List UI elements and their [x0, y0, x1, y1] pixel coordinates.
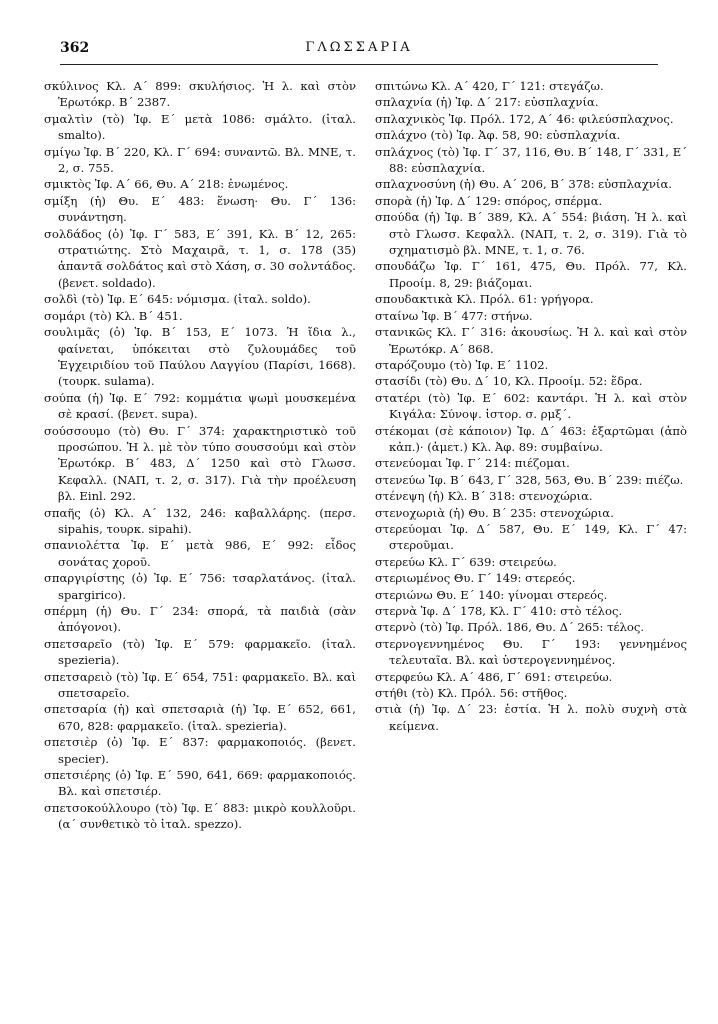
glossary-entry: σπετσαρεῖο (τὸ) Ἰφ. Ε΄ 579: φαρμακεῖο. (ἰταλ. spezieria). — [44, 636, 356, 668]
glossary-entry: στερεύομαι Ἰφ. Δ΄ 587, Θυ. Ε΄ 149, Κλ. Γ΄ 47: στεροῦμαι. — [375, 521, 687, 553]
glossary-entry: στασίδι (τὸ) Θυ. Δ΄ 10, Κλ. Προοίμ. 52: ἕδρα. — [375, 374, 643, 389]
glossary-entry: σπούδα (ἡ) Ἰφ. Β΄ 389, Κλ. Α΄ 554: βιάση. Ἡ λ. καὶ στὸ Γλωσσ. Κεφαλλ. (ΝΑΠ, τ. 2, σ. 319). Γιὰ τὸ σχηματισμὸ βλ. ΜΝΕ, τ. 1, σ. 76. — [375, 210, 687, 258]
glossary-entry: σπορὰ (ἡ) Ἰφ. Δ΄ 129: σπόρος, σπέρμα. — [375, 193, 603, 208]
glossary-entry: σολδὶ (τὸ) Ἰφ. Ε΄ 645: νόμισμα. (ἰταλ. soldo). — [44, 292, 311, 307]
glossary-entry: στερνὸ (τὸ) Ἰφ. Πρόλ. 186, Θυ. Δ΄ 265: τέλος. — [375, 620, 645, 635]
glossary-entry: σπέρμη (ἡ) Θυ. Γ΄ 234: σπορά, τὰ παιδιὰ (σὰν ἀπόγονοι). — [44, 604, 356, 635]
glossary-entry: σπαργιρίστης (ὁ) Ἰφ. Ε΄ 756: τσαρλατάνος. (ἰταλ. spargirico). — [44, 571, 356, 602]
glossary-entry: στανικῶς Κλ. Γ΄ 316: ἀκουσίως. Ἡ λ. καὶ καὶ στὸν Ἐρωτόκρ. Α΄ 868. — [375, 325, 687, 356]
glossary-entry: σομάρι (τὸ) Κλ. Β΄ 451. — [44, 308, 183, 323]
header-rule — [60, 64, 658, 65]
glossary-entry: στερνὰ Ἰφ. Δ΄ 178, Κλ. Γ΄ 410: στὸ τέλος. — [375, 604, 623, 618]
glossary-entry: σπετσαρία (ἡ) καὶ σπετσαριὰ (ἡ) Ἰφ. Ε΄ 652, 661, 670, 828: φαρμακεῖο. (ἰταλ. spezieria). — [44, 702, 356, 733]
glossary-entry: στερφεύω Κλ. Α΄ 486, Γ΄ 691: στειρεύω. — [375, 669, 613, 684]
glossary-entry: σπαῆς (ὁ) Κλ. Α΄ 132, 246: καβαλλάρης. (περσ. sipahis, τουρκ. sipahi). — [44, 505, 356, 536]
glossary-entry: σταίνω Ἰφ. Β΄ 477: στήνω. — [375, 308, 533, 323]
glossary-entry: σπετσοκούλλουρο (τὸ) Ἰφ. Ε΄ 883: μικρὸ κουλλοῦρι. (α΄ συνθετικὸ τὸ ἰταλ. spezzo). — [44, 800, 356, 832]
glossary-entry: στιὰ (ἡ) Ἰφ. Δ΄ 23: ἑστία. Ἡ λ. πολὺ συχνὴ στὰ κείμενα. — [375, 702, 687, 733]
glossary-entry: στερεύω Κλ. Γ΄ 639: στειρεύω. — [375, 554, 557, 569]
glossary-entry: σπλαχνία (ἡ) Ἰφ. Δ΄ 217: εὐσπλαχνία. — [375, 95, 599, 110]
glossary-entry: στεριωμένος Θυ. Γ΄ 149: στερεός. — [375, 571, 576, 586]
glossary-entry: σταρόζουμο (τὸ) Ἰφ. Ε΄ 1102. — [375, 357, 549, 372]
glossary-entry: σμικτὸς Ἰφ. Α΄ 66, Θυ. Α΄ 218: ἑνωμένος. — [44, 177, 289, 192]
glossary-entry: σουλιμᾶς (ὁ) Ἰφ. Β΄ 153, Ε΄ 1073. Ἡ ἴδια λ., φαίνεται, ὑπόκειται στὸ ζυλουμάδες τοῦ Ἐγχειριδίου τοῦ Παύλου Λαγγίου (Παρίσι, 1668). (τουρκ. sulama). — [44, 325, 356, 389]
glossary-entry: στεριώνω Θυ. Ε΄ 140: γίνομαι στερεός. — [375, 587, 608, 602]
glossary-entry: σκύλινος Κλ. Α΄ 899: σκυλήσιος. Ἡ λ. καὶ στὸν Ἐρωτόκρ. Β΄ 2387. — [44, 79, 356, 110]
glossary-entry: σπουδακτικὰ Κλ. Πρόλ. 61: γρήγορα. — [375, 292, 594, 307]
left-column — [44, 78, 356, 833]
glossary-entry: σπλάχνο (τὸ) Ἰφ. Ἀφ. 58, 90: εὐσπλαχνία. — [375, 128, 621, 143]
glossary-entry: σπανιολέττα Ἰφ. Ε΄ μετὰ 986, Ε΄ 992: εἶδος σονάτας χοροῦ. — [44, 538, 356, 569]
glossary-entry: στερνογεννημένος Θυ. Γ΄ 193: γεννημένος τελευταῖα. Βλ. καὶ ὑστερογεννημένος. — [375, 636, 687, 668]
glossary-entry: στήθι (τὸ) Κλ. Πρόλ. 56: στῆθος. — [375, 686, 568, 701]
right-column — [375, 78, 687, 734]
glossary-entry: σπετσιέρης (ὁ) Ἰφ. Ε΄ 590, 641, 669: φαρμακοποιός. Βλ. καὶ σπετσιέρ. — [44, 768, 356, 799]
glossary-entry: σούπα (ἡ) Ἰφ. Ε΄ 792: κομμάτια ψωμὶ μουσκεμένα σὲ κρασί. (βενετ. supa). — [44, 390, 356, 422]
glossary-entry: στατέρι (τὸ) Ἰφ. Ε΄ 602: καντάρι. Ἡ λ. καὶ στὸν Κιγάλα: Σύνοψ. ἱστορ. σ. ρμξ΄. — [375, 390, 687, 422]
glossary-entry: στένεψη (ἡ) Κλ. Β΄ 318: στενοχώρια. — [375, 489, 593, 504]
glossary-entry: σμαλτὶν (τὸ) Ἰφ. Ε΄ μετὰ 1086: σμάλτο. (ἰταλ. smalto). — [44, 111, 356, 143]
running-title: ΓΛΩΣΣΑΡΙΑ — [305, 40, 413, 55]
glossary-entry: σούσσουμο (τὸ) Θυ. Γ΄ 374: χαρακτηριστικὸ τοῦ προσώπου. Ἡ λ. μὲ τὸν τύπο σουσσούμι καὶ στὸν Ἐρωτόκρ. Β΄ 483, Δ΄ 1250 καὶ στὸ Γλωσσ. Κεφαλλ. (ΝΑΠ, τ. 2, σ. 317). Γιὰ τὴν προέλευση βλ. Einl. 292. — [44, 423, 356, 504]
glossary-entry: σμίγω Ἰφ. Β΄ 220, Κλ. Γ΄ 694: συναντῶ. Βλ. ΜΝΕ, τ. 2, σ. 755. — [44, 144, 356, 176]
glossary-entry: στενεύω Ἰφ. Β΄ 643, Γ΄ 328, 563, Θυ. Β΄ 239: πιέζω. — [375, 472, 684, 487]
glossary-entry: σπετσαρειὸ (τὸ) Ἰφ. Ε΄ 654, 751: φαρμακεῖο. Βλ. καὶ σπετσαρεῖο. — [44, 669, 356, 701]
glossary-entry: σολδάδος (ὁ) Ἰφ. Γ΄ 583, Ε΄ 391, Κλ. Β΄ 12, 265: στρατιώτης. Στὸ Μαχαιρᾶ, τ. 1, σ. 178 (35) ἀπαντᾶ σολδάτος καὶ στὸ Χάση, σ. 30 σολντάδος. (βενετ. soldado). — [44, 226, 356, 290]
page-number: 362 — [60, 40, 90, 56]
glossary-entry: σπετσιὲρ (ὁ) Ἰφ. Ε΄ 837: φαρμακοποιός. (βενετ. specier). — [44, 735, 356, 766]
glossary-entry: σπουδάζω Ἰφ. Γ΄ 161, 475, Θυ. Πρόλ. 77, Κλ. Προοίμ. 8, 29: βιάζομαι. — [375, 259, 687, 290]
glossary-entry: σπλαχνοσύνη (ἡ) Θυ. Α΄ 206, Β΄ 378: εὐσπλαχνία. — [375, 177, 672, 192]
glossary-entry: σπιτώνω Κλ. Α΄ 420, Γ΄ 121: στεγάζω. — [375, 79, 604, 93]
glossary-entry: σμίξη (ἡ) Θυ. Ε΄ 483: ἕνωση· Θυ. Γ΄ 136: συνάντηση. — [44, 193, 356, 225]
glossary-entry: σπλαχνικὸς Ἰφ. Πρόλ. 172, Α΄ 46: φιλεύσπλαχνος. — [375, 111, 674, 126]
glossary-entry: σπλάχνος (τὸ) Ἰφ. Γ΄ 37, 116, Θυ. Β΄ 148, Γ΄ 331, Ε΄ 88: εὐσπλαχνία. — [375, 144, 687, 176]
page-header — [60, 40, 658, 64]
glossary-entry: στενεύομαι Ἰφ. Γ΄ 214: πιέζομαι. — [375, 456, 570, 471]
glossary-entry: στενοχωριὰ (ἡ) Θυ. Β΄ 235: στενοχώρια. — [375, 505, 614, 520]
glossary-entry: στέκομαι (σὲ κάποιον) Ἰφ. Δ΄ 463: ἐξαρτῶμαι (ἀπὸ κἀπ.)· (ἀμετ.) Κλ. Ἀφ. 89: συμβαίνω. — [375, 423, 687, 454]
